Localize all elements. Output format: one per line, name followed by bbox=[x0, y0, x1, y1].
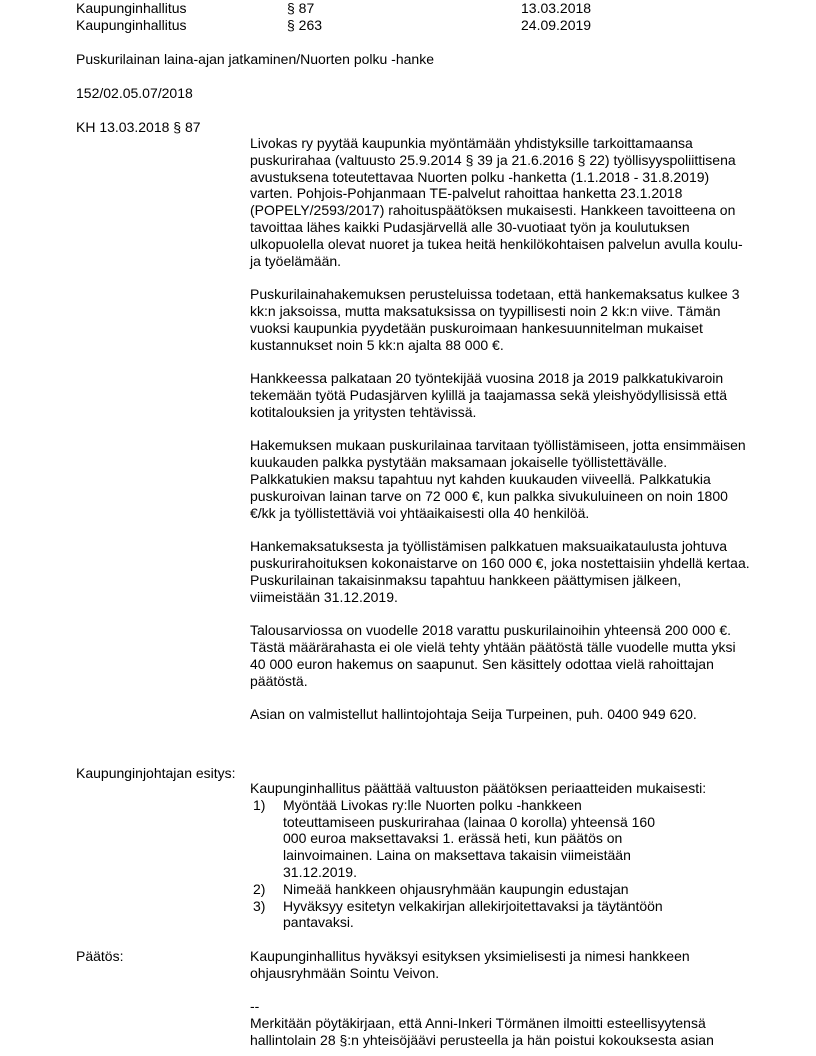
list-number: 2) bbox=[253, 880, 266, 897]
decision-note: Merkitään pöytäkirjaan, että Anni-Inkeri Törmänen ilmoitti esteellisyytensä hallintolain 28 §:n yhteisöjäävi perusteella ja hän poistui kokouksesta asian bbox=[250, 1015, 714, 1048]
decision-text: Kaupunginhallitus hyväksyi esityksen yksimielisesti ja nimesi hankkeen ohjausryhmään Sointu Veivon. bbox=[250, 948, 690, 981]
history-date-1: 13.03.2018 bbox=[521, 0, 592, 16]
paragraph: Puskurilainahakemuksen perusteluissa todetaan, että hankemaksatus kulkee 3 kk:n jaksoissa, mutta maksatuksissa on tyypillisesti noin 2 kk:n viive. Tämän vuoksi kaupunkia pyydetään puskuroimaan hankesuunnitelman mukaiset kustannukset noin 5 kk:n ajalta 88 000 €. bbox=[250, 286, 740, 353]
proposal-label: Kaupunginjohtajan esitys: bbox=[76, 765, 236, 781]
paragraph: Hakemuksen mukaan puskurilainaa tarvitaan työllistämiseen, jotta ensimmäisen kuukauden palkka pystytään maksamaan jokaiselle työllistettävälle. Palkkatukien maksu tapahtuu nyt kahden kuukauden viiveellä. Palkkatukia puskuroivan lainan tarve on 72 000 €, kun palkka sivukuluineen on noin 1800 €/kk ja työllistettäviä voi yhtäaikaisesti olla 40 henkilöä. bbox=[250, 437, 746, 521]
proposal-intro: Kaupunginhallitus päättää valtuuston päätöksen periaatteiden mukaisesti: bbox=[250, 780, 707, 796]
document-title: Puskurilainan laina-ajan jatkaminen/Nuorten polku -hanke bbox=[76, 51, 434, 67]
preparer-contact: Asian on valmistellut hallintojohtaja Seija Turpeinen, puh. 0400 949 620. bbox=[250, 706, 697, 723]
history-section-2: § 263 bbox=[287, 17, 323, 33]
paragraph: Talousarviossa on vuodelle 2018 varattu puskurilainoihin yhteensä 200 000 €. Tästä määrärahasta ei ole vielä tehty yhtään päätöstä tälle vuodelle mutta yksi 40 000 euron hakemus on saapunut. Sen käsittely odottaa vielä rahoittajan päätöstä. bbox=[250, 622, 736, 689]
record-id: 152/02.05.07/2018 bbox=[76, 85, 193, 101]
preparation-text bbox=[250, 135, 750, 740]
decision-label: Päätös: bbox=[76, 948, 124, 964]
proposal-section bbox=[250, 780, 720, 931]
list-item-text: Hyväksyy esitetyn velkakirjan allekirjoitettavaksi ja täytäntöön pantavaksi. bbox=[283, 897, 663, 931]
separator: -- bbox=[250, 998, 260, 1015]
history-date-2: 24.09.2019 bbox=[521, 17, 592, 33]
list-number: 1) bbox=[253, 796, 266, 813]
paragraph: Livokas ry pyytää kaupunkia myöntämään yhdistyksille tarkoittamaansa puskurirahaa (valtuusto 25.9.2014 § 39 ja 21.6.2016 § 22) työllisyyspoliittisena avustuksena toteutettavaa Nuorten polku -hanketta (1.1.2018 - 31.8.2019) varten. Pohjois-Pohjanmaan TE-palvelut rahoittaa hanketta 23.1.2018 (POPELY/2593/2017) rahoituspäätöksen mukaisesti. Hankkeen tavoitteena on tavoittaa lähes kaikki Pudasjärvellä alle 30-vuotiaat työn ja koulutuksen ulkopuolella olevat nuoret ja tukea heitä henkilökohtaisen palvelun avulla koulu- ja työelämään. bbox=[250, 135, 743, 269]
list-item bbox=[250, 881, 720, 898]
list-item-text: Nimeää hankkeen ohjausryhmään kaupungin edustajan bbox=[283, 880, 629, 897]
decision-section bbox=[250, 948, 750, 1049]
proposal-list bbox=[250, 797, 720, 931]
paragraph: Hankkeessa palkataan 20 työntekijää vuosina 2018 ja 2019 palkkatukivaroin tekemään työtä Pudasjärven kylillä ja taajamassa sekä yleishyödyllisissä että kotitalouksien ja yritysten tehtävissä. bbox=[250, 370, 728, 420]
history-section-1: § 87 bbox=[287, 0, 315, 16]
list-number: 3) bbox=[253, 897, 266, 914]
session-reference: KH 13.03.2018 § 87 bbox=[76, 119, 201, 135]
list-item bbox=[250, 797, 663, 881]
list-item-text: Myöntää Livokas ry:lle Nuorten polku -hankkeen toteuttamiseen puskurirahaa (lainaa 0 korolla) yhteensä 160 000 euroa maksettavaksi 1. erässä heti, kun päätös on lainvoimainen. Laina on maksettava takaisin viimeistään 31.12.2019. bbox=[283, 796, 656, 880]
paragraph: Hankemaksatuksesta ja työllistämisen palkkatuen maksuaikataulusta johtuva puskurirahoituksen kokonaistarve on 160 000 €, joka nostettaisiin yhdellä kertaa. Puskurilainan takaisinmaksu tapahtuu hankkeen päättymisen jälkeen, viimeistään 31.12.2019. bbox=[250, 538, 750, 605]
history-organ-2: Kaupunginhallitus bbox=[76, 17, 187, 33]
list-item bbox=[250, 898, 723, 932]
history-organ-1: Kaupunginhallitus bbox=[76, 0, 187, 16]
